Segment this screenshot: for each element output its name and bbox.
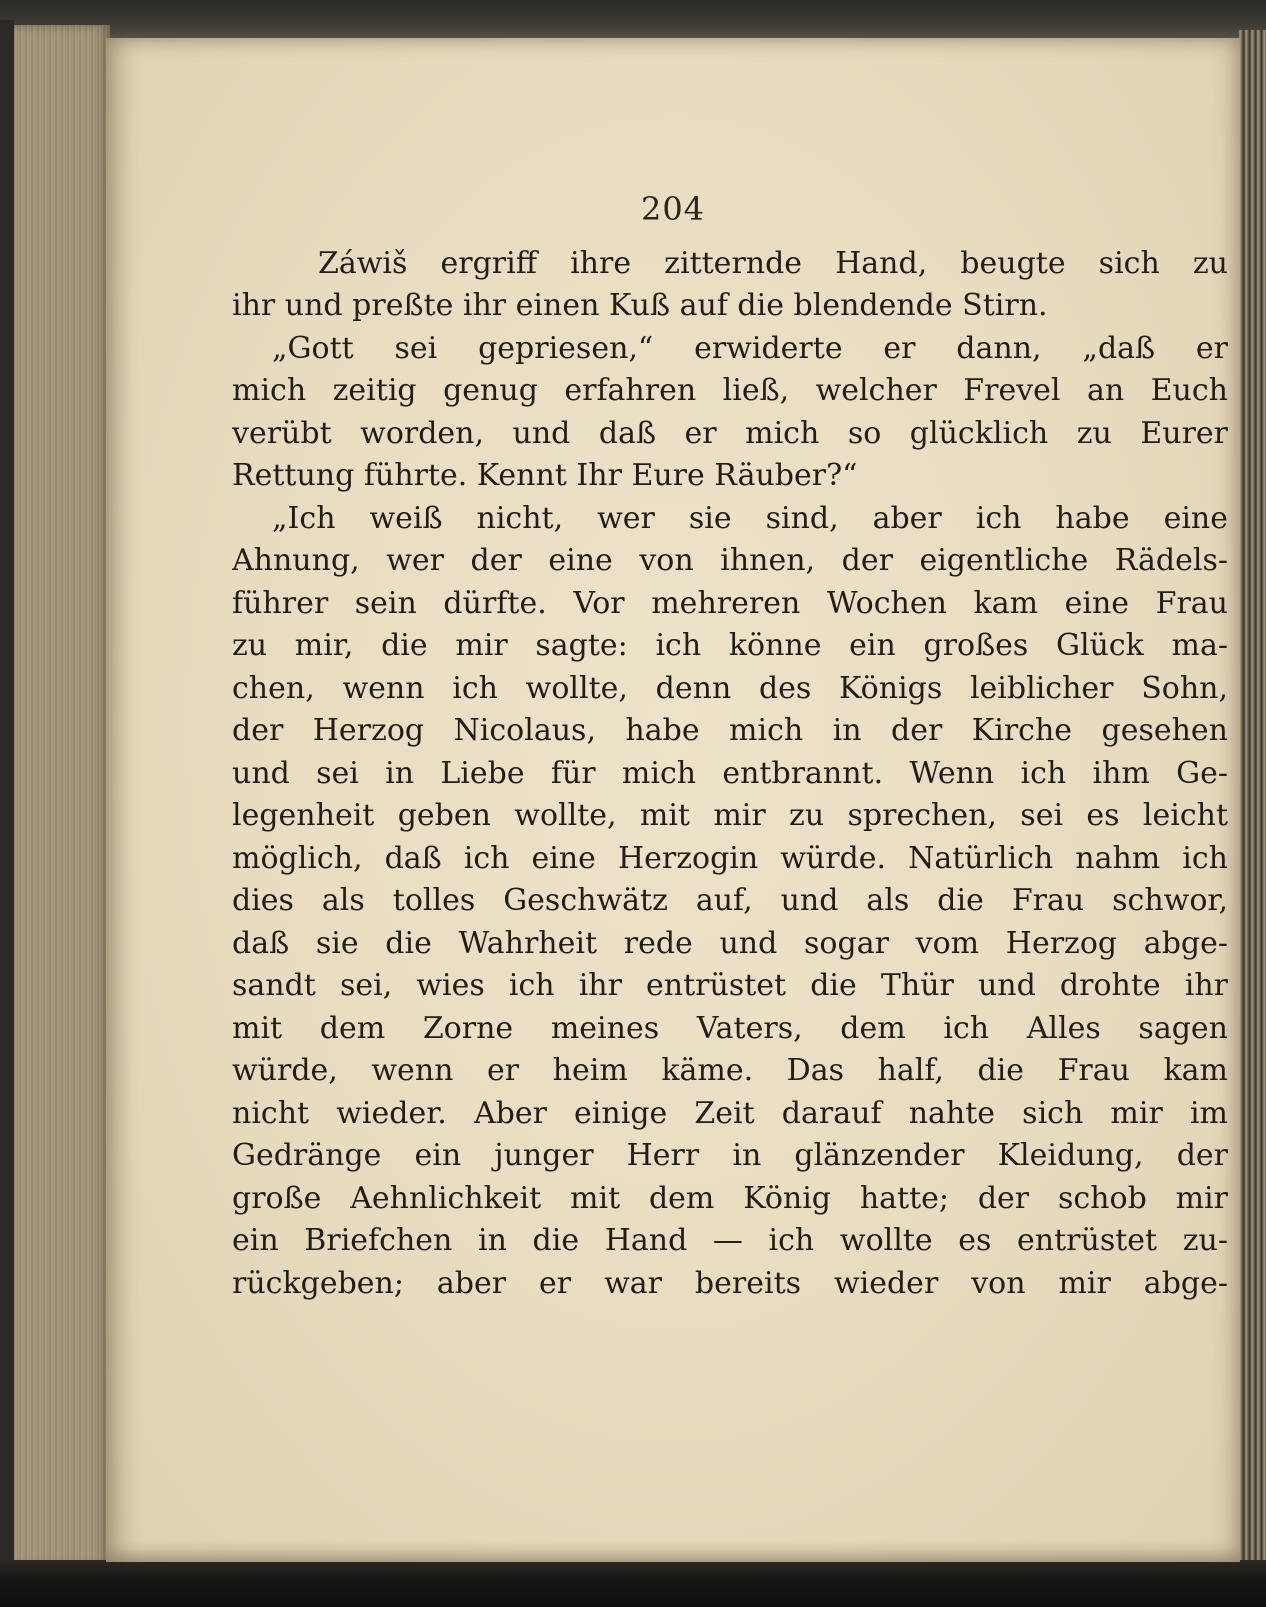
text-line: dies als tolles Geschwätz auf, und als die Frau schwor,: [232, 883, 1228, 918]
text-line: verübt worden, und daß er mich so glücklich zu Eurer: [232, 416, 1228, 451]
text-line: legenheit geben wollte, mit mir zu sprechen, sei es leicht: [232, 798, 1228, 833]
book-cover-bottom: [0, 1560, 1266, 1607]
page-edges: [14, 25, 110, 1565]
page-number: 204: [640, 190, 706, 228]
text-line: möglich, daß ich eine Herzogin würde. Natürlich nahm ich: [232, 841, 1228, 876]
book-cover-left: [0, 20, 14, 1580]
text-line: nicht wieder. Aber einige Zeit darauf nahte sich mir im: [232, 1096, 1228, 1131]
text-line: mit dem Zorne meines Vaters, dem ich Alles sagen: [232, 1011, 1228, 1046]
text-line: große Aehnlichkeit mit dem König hatte; der schob mir: [232, 1181, 1228, 1216]
book-cover-top: [0, 0, 1266, 40]
text-line: „Gott sei gepriesen,“ erwiderte er dann, „daß er: [272, 331, 1228, 366]
text-line: der Herzog Nicolaus, habe mich in der Kirche gesehen: [232, 713, 1228, 748]
book-page: [106, 38, 1240, 1562]
right-page-edge: [1238, 30, 1266, 1570]
text-line: daß sie die Wahrheit rede und sogar vom Herzog abge-: [232, 926, 1228, 961]
text-line: rückgeben; aber er war bereits wieder von mir abge-: [232, 1266, 1228, 1301]
text-line: mich zeitig genug erfahren ließ, welcher Frevel an Euch: [232, 373, 1228, 408]
text-line: Ahnung, wer der eine von ihnen, der eigentliche Rädels-: [232, 543, 1228, 578]
text-line: Gedränge ein junger Herr in glänzender Kleidung, der: [232, 1138, 1228, 1173]
text-line: würde, wenn er heim käme. Das half, die Frau kam: [232, 1053, 1228, 1088]
text-line: Rettung führte. Kennt Ihr Eure Räuber?“: [232, 458, 858, 493]
text-line: Záwiš ergriff ihre zitternde Hand, beugte sich zu: [318, 246, 1228, 281]
text-line: sandt sei, wies ich ihr entrüstet die Thür und drohte ihr: [232, 968, 1228, 1003]
text-line: ein Briefchen in die Hand — ich wollte es entrüstet zu-: [232, 1223, 1228, 1258]
text-line: ihr und preßte ihr einen Kuß auf die blendende Stirn.: [232, 288, 1048, 323]
text-line: zu mir, die mir sagte: ich könne ein großes Glück ma-: [232, 628, 1228, 663]
text-line: chen, wenn ich wollte, denn des Königs leiblicher Sohn,: [232, 671, 1228, 706]
text-line: „Ich weiß nicht, wer sie sind, aber ich habe eine: [272, 501, 1228, 536]
text-line: und sei in Liebe für mich entbrannt. Wenn ich ihm Ge-: [232, 756, 1228, 791]
text-line: führer sein dürfte. Vor mehreren Wochen kam eine Frau: [232, 586, 1228, 621]
